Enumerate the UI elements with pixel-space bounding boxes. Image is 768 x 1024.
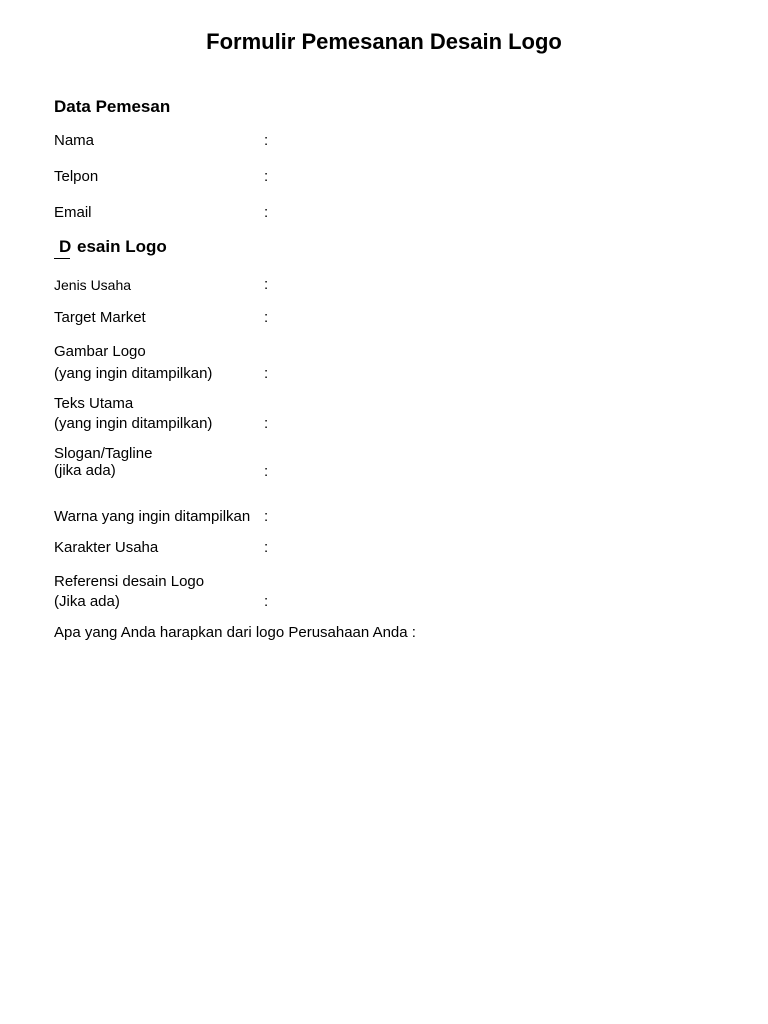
field-label-slogan: Slogan/Tagline: [54, 445, 153, 462]
field-label-jenis-usaha: Jenis Usaha: [54, 277, 132, 293]
field-label-gambar-logo: Gambar Logo: [54, 343, 146, 360]
field-colon-target-market: :: [264, 309, 269, 326]
closing-question: Apa yang Anda harapkan dari logo Perusahaan Anda :: [54, 624, 416, 641]
field-colon-teks-utama: :: [264, 415, 269, 432]
section-heading-data-pemesan: Data Pemesan: [54, 97, 171, 116]
field-colon-slogan: :: [264, 463, 269, 480]
field-colon-nama: :: [264, 132, 269, 149]
field-label-karakter-usaha: Karakter Usaha: [54, 539, 159, 556]
field-label-referensi: Referensi desain Logo: [54, 573, 205, 590]
field-colon-telpon: :: [264, 168, 269, 185]
field-colon-gambar-logo: :: [264, 365, 269, 382]
field-label-warna: Warna yang ingin ditampilkan: [54, 508, 251, 525]
field-label-telpon: Telpon: [54, 168, 99, 185]
field-colon-email: :: [264, 204, 269, 221]
field-colon-karakter-usaha: :: [264, 539, 269, 556]
section-heading-rest: esain Logo: [77, 237, 167, 256]
field-colon-warna: :: [264, 508, 269, 525]
section-heading-first-letter: D: [59, 237, 72, 256]
field-label-target-market: Target Market: [54, 309, 146, 326]
field-sublabel-teks-utama: (yang ingin ditampilkan): [54, 415, 213, 432]
field-label-teks-utama: Teks Utama: [54, 395, 134, 412]
underscore-mark: [54, 258, 70, 259]
field-sublabel-referensi: (Jika ada): [54, 593, 120, 610]
field-colon-jenis-usaha: :: [264, 276, 269, 293]
field-label-email: Email: [54, 204, 92, 221]
document-title: Formulir Pemesanan Desain Logo: [206, 29, 562, 54]
field-label-nama: Nama: [54, 132, 95, 149]
field-sublabel-gambar-logo: (yang ingin ditampilkan): [54, 365, 213, 382]
field-sublabel-slogan: (jika ada): [54, 462, 116, 479]
field-colon-referensi: :: [264, 593, 269, 610]
